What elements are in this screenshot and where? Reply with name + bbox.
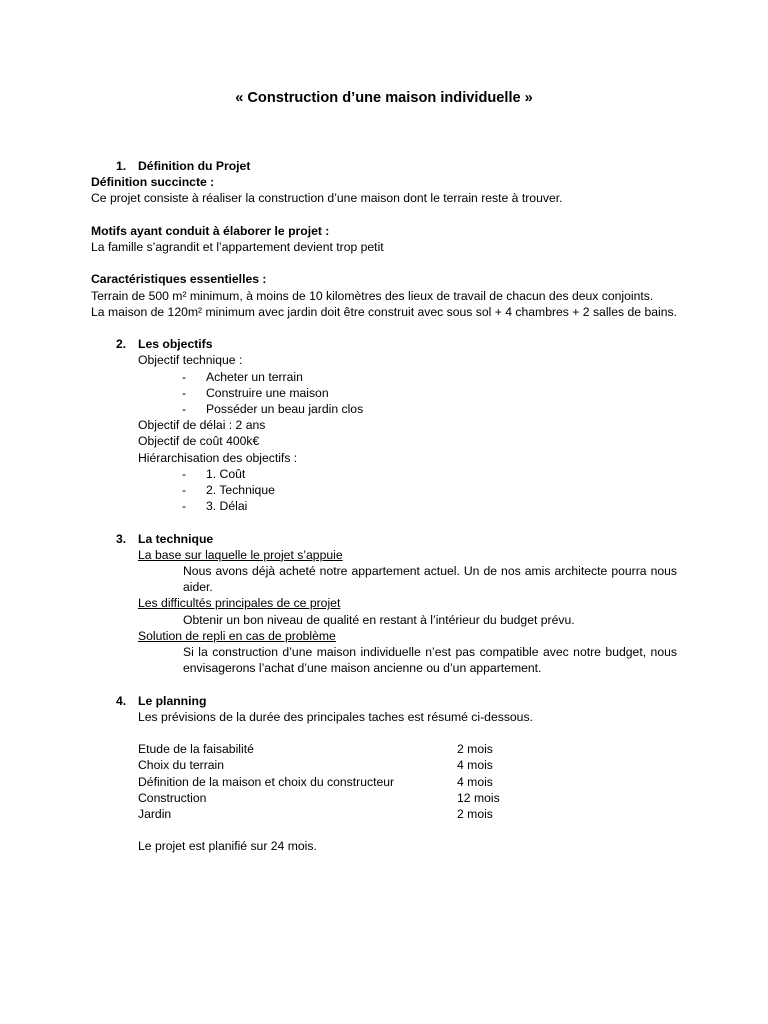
task-name: Choix du terrain (138, 758, 225, 773)
objectif-cout: Objectif de coût 400k€ (138, 434, 260, 449)
task-duration: 4 mois (457, 758, 493, 773)
repli-label: Solution de repli en cas de problème (138, 628, 336, 643)
table-row (91, 757, 677, 773)
caracteristiques-text-1: Terrain de 500 m² minimum, à moins de 10 kilomètres des lieux de travail de chacun des deux conjoints. (91, 288, 654, 303)
definition-label: Définition succincte : (91, 175, 215, 190)
task-duration: 2 mois (457, 742, 493, 757)
section-1-heading (91, 158, 677, 174)
list-item (91, 482, 677, 498)
section-2-heading (91, 336, 677, 352)
dash-bullet: - (182, 466, 187, 481)
list-item-text: Posséder un beau jardin clos (206, 402, 364, 416)
list-item (91, 369, 677, 385)
objectif-delai: Objectif de délai : 2 ans (138, 418, 266, 433)
list-item-text: Construire une maison (206, 385, 329, 400)
base-label: La base sur laquelle le projet s’appuie (138, 547, 343, 562)
document-title: « Construction d’une maison individuelle » (235, 90, 533, 106)
document-body (91, 158, 677, 855)
definition-text: Ce projet consiste à réaliser la construction d’une maison dont le terrain reste à trouver. (91, 191, 563, 206)
list-item (91, 385, 677, 401)
list-item-text: Acheter un terrain (206, 369, 303, 384)
list-item-text: 3. Délai (206, 499, 248, 514)
section-2-number: 2. (116, 337, 127, 352)
section-1-number: 1. (116, 159, 127, 173)
task-name: Définition de la maison et choix du constructeur (138, 774, 395, 789)
dash-bullet: - (182, 483, 187, 498)
dash-bullet: - (182, 385, 187, 400)
objectif-technique-label: Objectif technique : (138, 353, 243, 368)
section-4-title: Le planning (138, 693, 207, 708)
dash-bullet: - (182, 499, 187, 514)
section-3-title: La technique (138, 531, 214, 546)
hierarchisation-label: Hiérarchisation des objectifs : (138, 450, 298, 465)
task-duration: 12 mois (457, 790, 500, 805)
difficultes-label: Les difficultés principales de ce projet (138, 596, 341, 611)
section-1-title: Définition du Projet (138, 159, 251, 173)
table-row (91, 790, 677, 806)
base-text: Nous avons déjà acheté notre appartement actuel. Un de nos amis architecte pourra nous aider. (183, 564, 677, 595)
task-duration: 4 mois (457, 774, 493, 789)
motifs-text: La famille s’agrandit et l’appartement devient trop petit (91, 240, 384, 254)
difficultes-text: Obtenir un bon niveau de qualité en restant à l’intérieur du budget prévu. (183, 612, 575, 627)
table-row (91, 774, 677, 790)
task-name: Construction (138, 790, 207, 805)
list-item (91, 498, 677, 514)
dash-bullet: - (182, 369, 187, 384)
caracteristiques-text-2: La maison de 120m² minimum avec jardin doit être construit avec sous sol + 4 chambres + 2 salles de bains. (91, 304, 677, 319)
section-3-heading (91, 531, 677, 547)
task-name: Jardin (138, 807, 172, 822)
section-3-number: 3. (116, 531, 127, 546)
list-item-text: 2. Technique (206, 483, 275, 498)
table-row (91, 741, 677, 757)
dash-bullet: - (182, 402, 187, 416)
task-name: Etude de la faisabilité (138, 742, 254, 757)
section-2-title: Les objectifs (138, 337, 213, 352)
repli-text: Si la construction d’une maison individuelle n’est pas compatible avec notre budget, nous envisagerons l’achat d’une maison ancienne ou d’un appartement. (183, 645, 677, 676)
caracteristiques-label: Caractéristiques essentielles : (91, 272, 267, 287)
planning-conclusion: Le projet est planifié sur 24 mois. (138, 839, 317, 854)
planning-intro: Les prévisions de la durée des principales taches est résumé ci-dessous. (138, 709, 533, 724)
list-item (91, 466, 677, 482)
list-item (91, 401, 677, 417)
list-item-text: 1. Coût (206, 466, 246, 481)
section-4-number: 4. (116, 693, 127, 708)
table-row (91, 806, 677, 822)
section-4-heading (91, 693, 677, 709)
task-duration: 2 mois (457, 807, 493, 822)
motifs-label: Motifs ayant conduit à élaborer le projet : (91, 223, 330, 238)
